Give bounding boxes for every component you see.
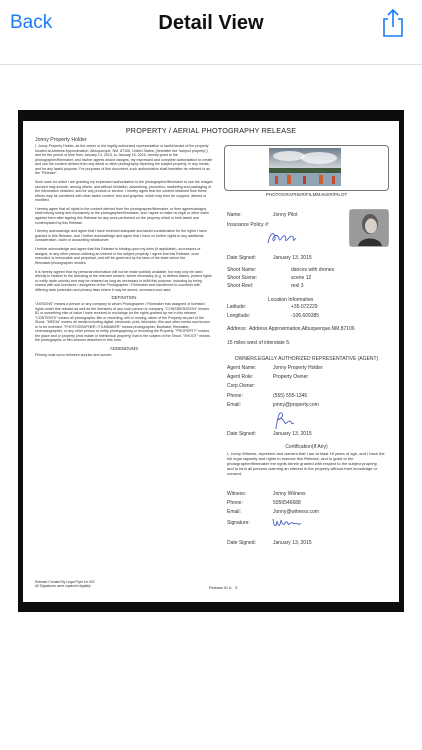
- release-paragraph: I, Jonny Property Holder, as the owner or the legally authorized representative or lawful tenant of the property located at Address Approximation, Albuquerque, NM, 87106, United States, (hereafter the "subject property"), and for the period of time from January 14, 2015, to January 15, 2016, hereby grant to the photographer/filmmaker, and his/her agents and/or assigns, my expressed and complete authorization to create and use the content derived from any aerial or other photography depicting the subject property, in any media, and for any lawful purpose. For purposes of this document, such authorization shall hereafter be referred to as the "Release".: [35, 144, 213, 176]
- owner-email: jonny@property.com: [273, 402, 319, 408]
- latitude-label: Latitude:: [227, 304, 247, 310]
- photographer-headshot: [349, 209, 389, 247]
- release-id-value: 5: [235, 586, 238, 590]
- shoot-scene-label: Shoot Scene:: [227, 275, 258, 281]
- witness-name-label: Witness:: [227, 491, 247, 497]
- owner-heading: OWNER/LEGALLY AUTHORIZED REPRESENTATIVE (AGENT): [234, 356, 379, 362]
- nav-bar: [0, 0, 422, 65]
- witness-email: Jonny@witness.com: [273, 509, 319, 515]
- location-info-label: Location Information: [268, 297, 314, 303]
- addendums-text: Filming must occur between sunrise and sunset.: [35, 352, 112, 357]
- photographer-caption: PHOTOGRAPHER/FILMMAKER/PILOT: [265, 192, 348, 197]
- photographer-date-label: Date Signed:: [227, 255, 256, 261]
- share-icon[interactable]: [381, 8, 405, 38]
- photographer-name-label: Name:: [227, 212, 242, 218]
- longitude: -106.609385: [291, 313, 320, 319]
- footer-created-by: Release Created By Legal Flyer for iOS: [35, 580, 95, 584]
- witness-name: Jonny Witness: [273, 491, 306, 497]
- agent-name: Jonny Property Holder: [273, 365, 323, 371]
- shoot-name: dances with drones: [291, 267, 335, 273]
- agent-role-label: Agent Role:: [227, 374, 254, 380]
- owner-date: January 13, 2015: [273, 431, 312, 437]
- owner-date-label: Date Signed:: [227, 431, 256, 437]
- footer-signatures-note: All Signatures were captured digitally: [35, 584, 91, 589]
- address-label: Address:: [227, 326, 247, 332]
- witness-email-label: Email:: [227, 509, 241, 515]
- release-text-column: [35, 137, 213, 361]
- release-document[interactable]: [23, 121, 399, 602]
- witness-date: January 13, 2015: [273, 540, 312, 546]
- distance-note: 15 miles west of interstate 5.: [227, 340, 291, 346]
- document-title: PROPERTY / AERIAL PHOTOGRAPHY RELEASE: [125, 126, 297, 135]
- shoot-name-label: Shoot Name:: [227, 267, 257, 273]
- release-paragraph: It is hereby agreed that my personal information will not be made publicly available, but may only be used directly in relation to the licensing of the relevant content, where necessary (e.g. to defend claims, protect rights or notify trade unions) and may be retained as long as necessary to fulfill this purpose, including by being shared with sub-licensees / assignees of the Photographer / Filmmaker and transferred to countries with differing data protection and privacy laws where it may be stored, accessed and used.: [35, 269, 212, 292]
- holder-heading: Jonny Property Holder: [35, 137, 87, 143]
- release-paragraph: I hereby agree that all rights to the content derived from the photographer/filmmaker, or their agents/assigns, shall belong solely and exclusively to the photographer/filmmaker, and I agree to make no legal or other claim against them after signing this Release for any work performed on the property which is both lawful and contemplated by this Release.: [35, 206, 209, 225]
- release-paragraph: Such uses for which I am granting my expressed authorization to the photographer/filmmaker to use the images secured may include, among others, and without limitation, advertising, promotion, marketing and packaging of the information obtained, and for any product or service. I hereby agree that the content obtained from these efforts may be combined with other lawful content, text and graphics, which may then be cropped, altered or modified.: [35, 180, 213, 203]
- shoot-reel: reel 3: [291, 283, 304, 289]
- witness-phone-label: Phone:: [227, 500, 243, 506]
- page-title: Detail View: [158, 12, 264, 34]
- witness-date-label: Date Signed:: [227, 540, 256, 546]
- owner-phone-label: Phone:: [227, 393, 243, 399]
- insurance-policy-label: Insurance Policy #:: [227, 222, 270, 228]
- latitude: +35.072229: [291, 304, 318, 310]
- release-id: [209, 586, 237, 590]
- shoot-reel-label: Shoot Reel:: [227, 283, 254, 289]
- property-photo: [269, 148, 341, 186]
- witness-phone: 5056546688: [273, 500, 301, 506]
- agent-role: Property Owner: [273, 374, 309, 380]
- release-id-label: Release ID #:: [209, 586, 233, 590]
- owner-email-label: Email:: [227, 402, 241, 408]
- certification-heading: Certification(If Any): [285, 444, 328, 450]
- longitude-label: Longitude:: [227, 313, 251, 319]
- property-photo-box: [224, 145, 389, 191]
- owner-signature: [272, 411, 298, 431]
- witness-signature: [271, 515, 303, 531]
- back-button[interactable]: Back: [10, 12, 53, 33]
- release-paragraph: I further acknowledge and agree that this Release is binding upon my heirs (if applicable), successors or assigns, or any other person claiming an interest in the subject property. I agree that this Release, once executed, is irrevocable and perpetual, and will be governed by the laws of the state where the filmmaker/photographer resides.: [35, 247, 201, 265]
- agent-name-label: Agent Name:: [227, 365, 257, 371]
- photographer-signature: [266, 229, 298, 247]
- certification-text: I, Jonny Witness, represent and warrant that I am at least 18 years of age, and I have the full legal capacity and rights to execute this Release, and to grant to the photographer/filmmaker the rights herein granted with respect to the subject property, and to bind all persons claiming an interest in the property without their knowledge or consent.: [227, 451, 385, 476]
- addendums-heading: ADDENDUMS: [109, 346, 139, 352]
- definition-heading: DEFINITION: [111, 295, 137, 301]
- owner-phone: (555) 555-1345: [273, 393, 308, 399]
- address: Address Approximation,Albuquerque,NM,87106: [249, 326, 355, 332]
- release-paragraph: I hereby acknowledge and agree that I have received adequate and lawful consideration for the rights I have granted in this Release, and I further acknowledge and agree that I have no further rights to any additional consideration, claim or accounting whatsoever.: [35, 229, 207, 243]
- definition-text: "ASSIGNS" means a person or any company to whom Photographer / Filmmaker has assigned or licensed rights under this release as well as the licensees of any such person or company. "CONSIDERATION" means $1 or something else of value I have received in exchange for the rights granted by me in this release. "CONTENTS" means all photographs, film or recording, still or moving, taken of the Property as part of the Shoot. "MEDIA" means all media including digital, electronic, print, television, film and other media now known or to be invented. "PHOTOGRAPHER / FILMMAKER" means photographer, illustrator, filmmaker, cinematographer, or any other person or entity photographing or recording the Property. "PROPERTY" means the place and or property (real estate or intellectual property) that is the subject of the Shoot. "SHOOT" means the photographic or film session described in this form.: [35, 301, 210, 343]
- photographer-name: Jonny Pilot: [273, 212, 298, 218]
- corp-owner-label: Corp.Owner:: [227, 383, 256, 389]
- document-footer: [35, 580, 95, 588]
- witness-signature-label: Signature:: [227, 520, 250, 526]
- shoot-scene: scene 12: [291, 275, 312, 281]
- photographer-date: January 13, 2015: [273, 255, 312, 261]
